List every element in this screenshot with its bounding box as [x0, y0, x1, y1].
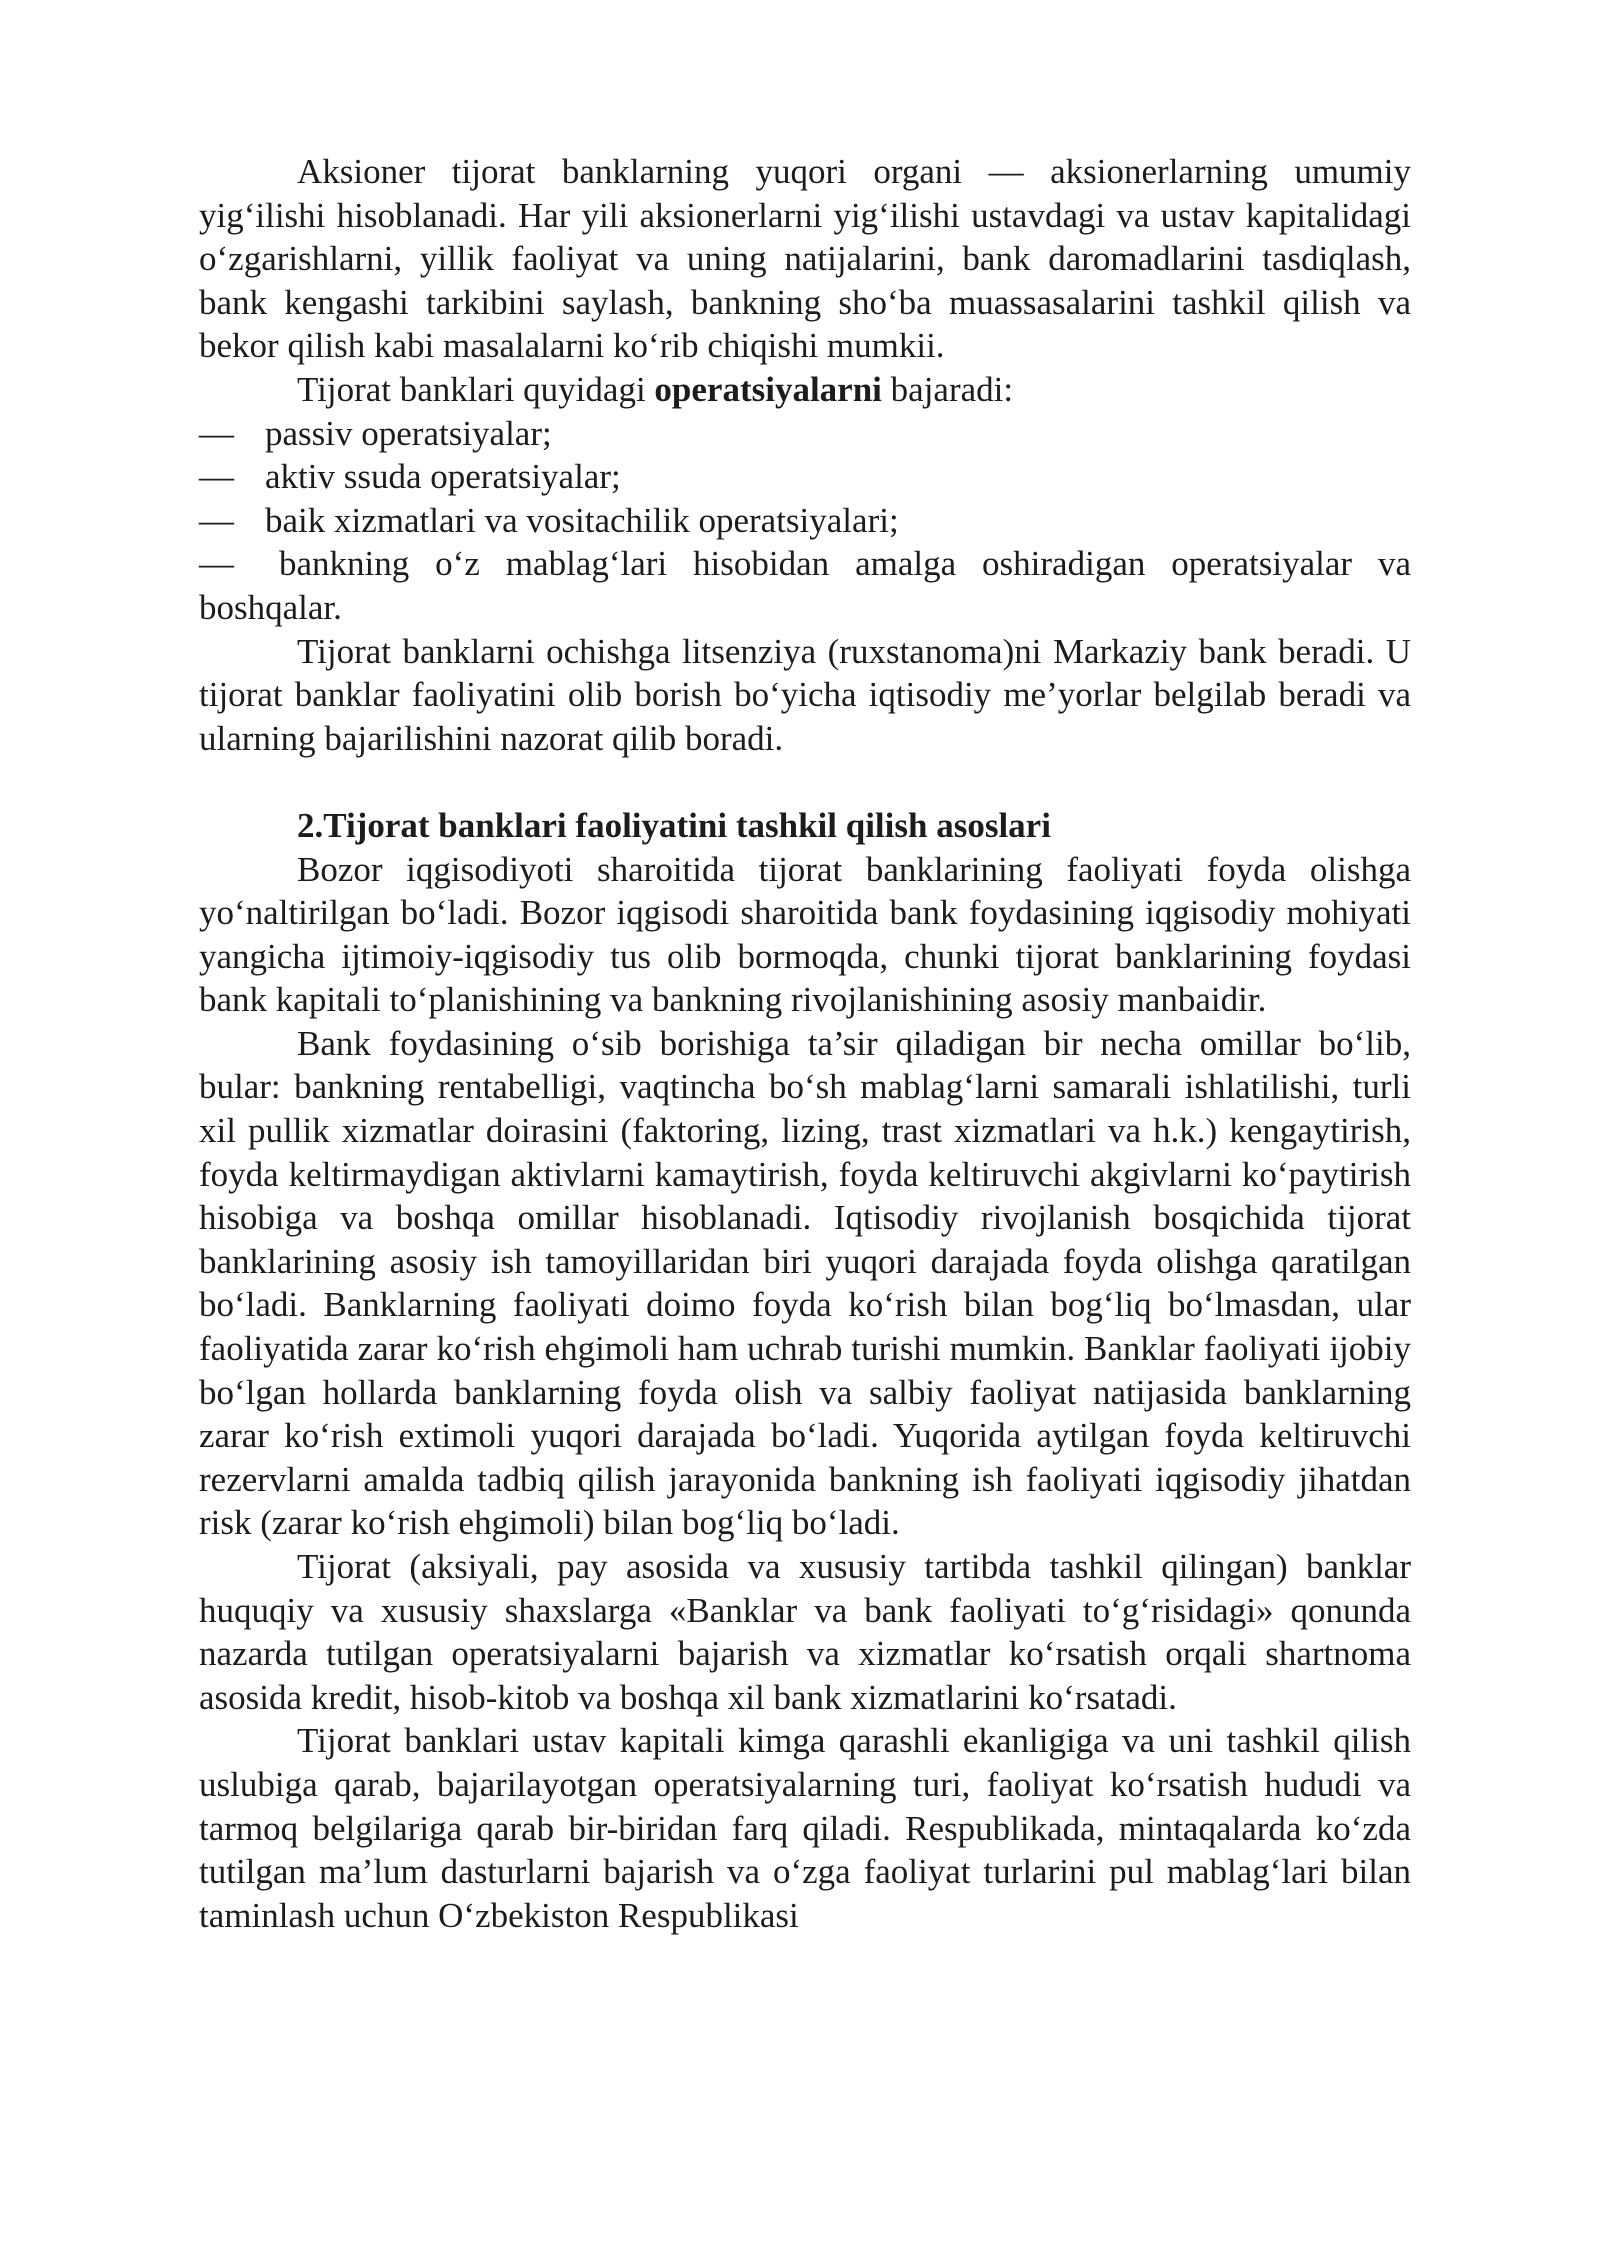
list-item-text: aktiv ssuda operatsiyalar;: [265, 457, 621, 497]
paragraph-license: Tijorat banklarni ochishga litsenziya (ruxstanoma)ni Markaziy bank beradi. U tijorat banklar faoliyatini olib borish bo‘yicha iqtisodiy me’yorlar belgilab beradi va ularning bajarilishini nazorat qilib boradi.: [199, 631, 1411, 758]
operations-intro-tail: bajaradi:: [881, 369, 1014, 409]
dash-bullet: —: [199, 500, 234, 540]
list-item: [199, 499, 1411, 543]
list-item-text: passiv operatsiyalar;: [265, 413, 552, 453]
list-item: [199, 455, 1411, 499]
paragraph-shareholders-meeting: Aksioner tijorat banklarning yuqori organi — aksionerlarning umumiy yig‘ilishi hisoblanadi. Har yili aksionerlarni yig‘ilishi ustavdagi va ustav kapitalidagi o‘zgarishlarni, yillik faoliyat va uning natijalarini, bank daromadlarini tasdiqlash, bank kengashi tarkibini saylash, bankning sho‘ba muassasalarini tashkil qilish va bekor qilish kabi masalalarni ko‘rib chiqishi mumkii.: [199, 152, 1411, 366]
paragraph-profit-factors: Bank foydasining o‘sib borishiga ta’sir qiladigan bir necha omillar bo‘lib, bular: bankning rentabelligi, vaqtincha bo‘sh mablag‘larni samarali ishlatilishi, turli xil pullik xizmatlar doirasini (faktoring, lizing, trast xizmatlari va h.k.) kengaytirish, foyda keltirmaydigan aktivlarni kamaytirish, foyda keltiruvchi akgivlarni ko‘paytirish hisobiga va boshqa omillar hisoblanadi. Iqtisodiy rivojlanish bosqichida tijorat banklarining asosiy ish tamoyillaridan biri yuqori darajada foyda olishga qaratilgan bo‘ladi. Banklarning faoliyati doimo foyda ko‘rish bilan bog‘liq bo‘lmasdan, ular faoliyatida zarar ko‘rish ehgimoli ham uchrab turishi mumkin. Banklar faoliyati ijobiy bo‘lgan hollarda banklarning foyda olish va salbiy faoliyat natijasida banklarning zarar ko‘rish extimoli yuqori darajada bo‘ladi. Yuqorida aytilgan foyda keltiruvchi rezervlarni amalda tadbiq qilish jarayonida bankning ish faoliyati iqgisodiy jihatdan risk (zarar ko‘rish ehgimoli) bilan bog‘liq bo‘ladi.: [199, 1023, 1411, 1543]
dash-bullet: —: [199, 413, 234, 453]
operations-intro-text: Tijorat banklari quyidagi: [297, 369, 655, 409]
paragraph-market-economy: Bozor iqgisodiyoti sharoitida tijorat banklarining faoliyati foyda olishga yo‘naltirilgan bo‘ladi. Bozor iqgisodi sharoitida bank foydasining iqgisodiy mohiyati yangicha ijtimoiy-iqgisodiy tus olib bormoqda, chunki tijorat banklarining foydasi bank kapitali to‘planishining va bankning rivojlanishining asosiy manbaidir.: [199, 849, 1411, 1020]
list-item-text: bankning o‘z mablag‘lari hisobidan amalga oshiradigan operatsiyalar va boshqalar.: [199, 544, 1411, 627]
list-item: [199, 412, 1411, 456]
dash-bullet: —: [199, 457, 234, 497]
paragraph-capital-classification: Tijorat banklari ustav kapitali kimga qarashli ekanligiga va uni tashkil qilish uslubiga qarab, bajarilayotgan operatsiyalarning turi, faoliyat ko‘rsatish hududi va tarmoq belgilariga qarab bir-biridan farq qiladi. Respublikada, mintaqalarda ko‘zda tutilgan ma’lum dasturlarni bajarish va o‘zga faoliyat turlarini pul mablag‘lari bilan taminlash uchun O‘zbekiston Respublikasi: [199, 1721, 1411, 1935]
paragraph-operations-intro: [199, 368, 1411, 412]
section-heading: 2.Tijorat banklari faoliyatini tashkil qilish asoslari: [297, 805, 1051, 845]
paragraph-bank-services: Tijorat (aksiyali, pay asosida va xususiy tartibda tashkil qilingan) banklar huquqiy va xususiy shaxslarga «Banklar va bank faoliyati to‘g‘risidagi» qonunda nazarda tutilgan operatsiyalarni bajarish va xizmatlar ko‘rsatish orqali shartnoma asosida kredit, hisob-kitob va boshqa xil bank xizmatlarini ko‘rsatadi.: [199, 1547, 1411, 1717]
document-page: [199, 150, 1411, 1937]
operations-bold-term: operatsiyalarni: [654, 369, 882, 409]
dash-bullet: —: [199, 544, 234, 584]
list-item: [199, 542, 1411, 629]
blank-line: [199, 760, 1411, 804]
list-item-text: baik xizmatlari va vositachilik operatsiyalari;: [265, 500, 899, 540]
